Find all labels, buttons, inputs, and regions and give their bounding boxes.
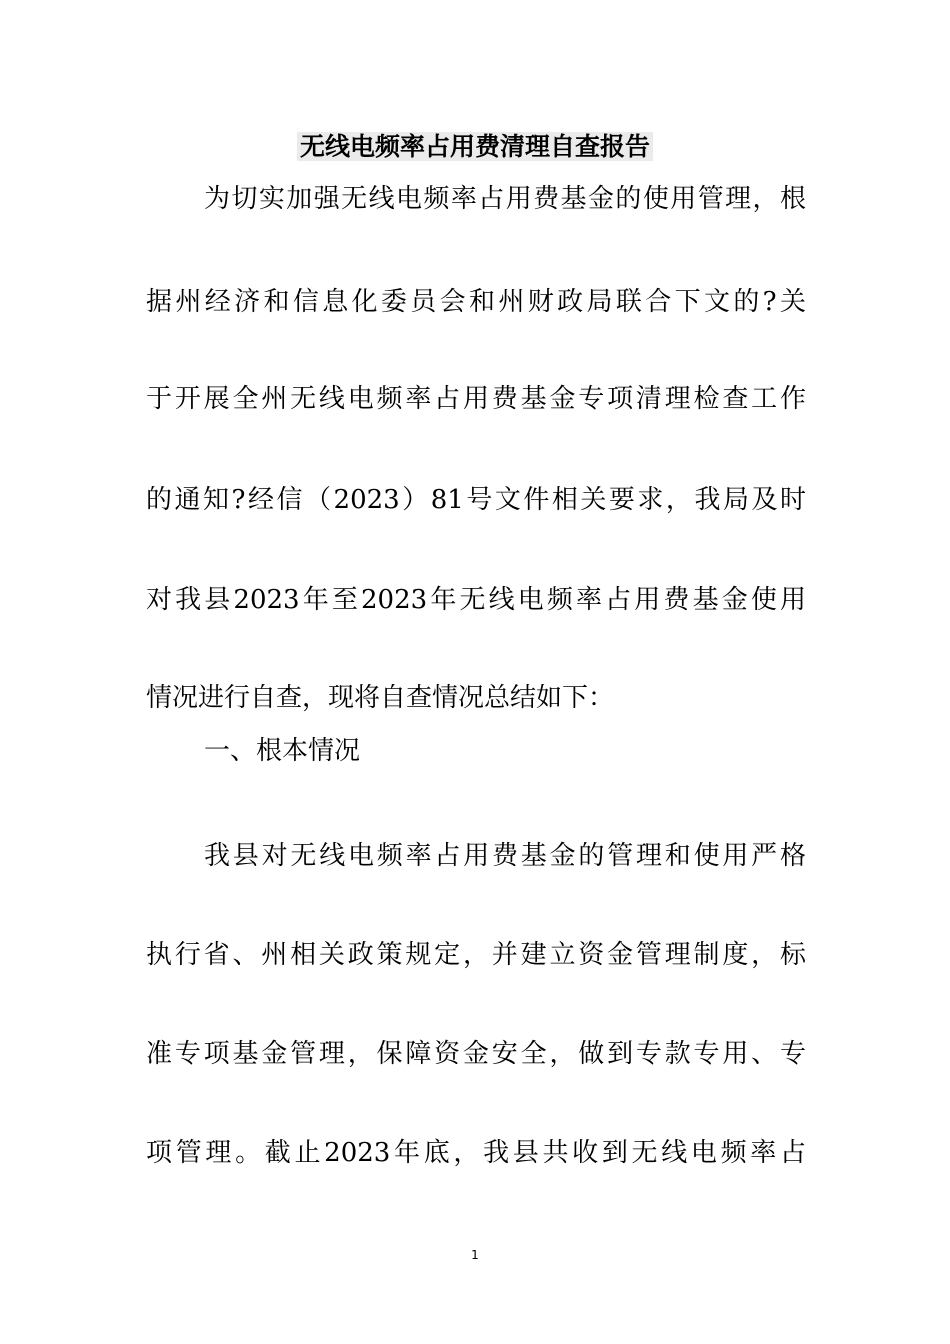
paragraph-1-line-4: 的通知?经信（2023）81号文件相关要求，我局及时: [146, 485, 806, 515]
paragraph-2-line-2: 执行省、州相关政策规定，并建立资金管理制度，标: [146, 940, 806, 970]
paragraph-1-line-6: 情况进行自查，现将自查情况总结如下：: [146, 683, 615, 713]
paragraph-1-line-2: 据州经济和信息化委员会和州财政局联合下文的?关: [146, 287, 806, 317]
document-title-text: 无线电频率占用费清理自查报告: [297, 132, 653, 161]
document-title: [0, 130, 950, 164]
paragraph-1-line-3: 于开展全州无线电频率占用费基金专项清理检查工作: [146, 384, 806, 414]
page-number: 1: [471, 1248, 479, 1262]
paragraph-2-line-3: 准专项基金管理，保障资金安全，做到专款专用、专: [146, 1039, 806, 1069]
paragraph-1-line-1: 为切实加强无线电频率占用费基金的使用管理，根: [204, 184, 806, 214]
paragraph-2-line-1: 我县对无线电频率占用费基金的管理和使用严格: [204, 841, 806, 871]
paragraph-2-line-4: 项管理。截止2023年底，我县共收到无线电频率占: [146, 1138, 806, 1168]
section-1-heading: 一、根本情况: [204, 736, 361, 766]
paragraph-1-line-5: 对我县2023年至2023年无线电频率占用费基金使用: [146, 585, 806, 615]
